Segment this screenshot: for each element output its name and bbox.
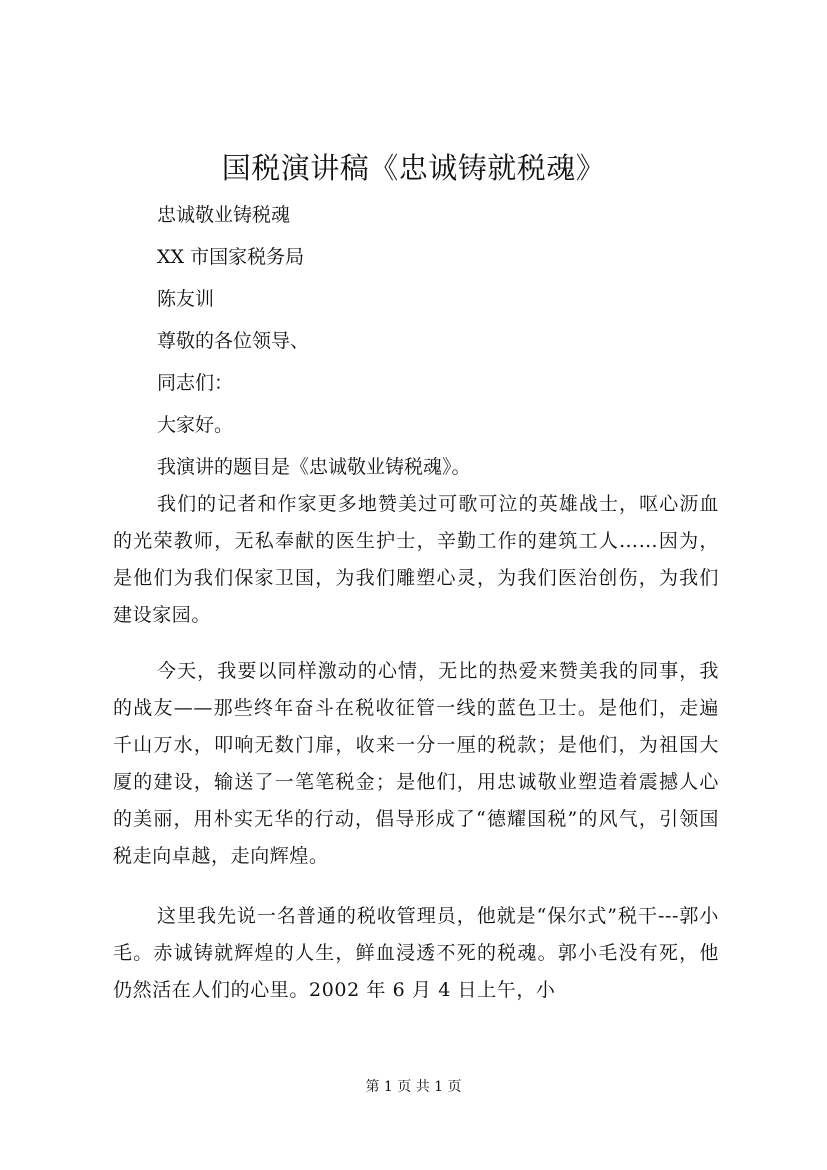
document-title: 国税演讲稿《忠诚铸就税魂》 [221, 151, 606, 185]
body-paragraph: 我们的记者和作家更多地赞美过可歌可泣的英雄战士，呕心沥血的光荣教师，无私奉献的医生护士，辛勤工作的建筑工人……因为，是他们为我们保家卫国，为我们雕塑心灵，为我们医治创伤，为我们建设家园。 [113, 493, 719, 626]
page-footer: 第 1 页 共 1 页 [365, 1079, 462, 1095]
speech-subtitle: 忠诚敬业铸税魂 [157, 204, 291, 226]
author-line: 陈友训 [157, 288, 215, 310]
greeting-hello: 大家好。 [157, 414, 234, 436]
organization-line: XX 市国家税务局 [157, 246, 305, 268]
body-paragraph: 这里我先说一名普通的税收管理员，他就是“保尔式”税干---郭小毛。赤诚铸就辉煌的人生，鲜血浸透不死的税魂。郭小毛没有死，他仍然活在人们的心里。2002 年 6 月 4 日上午，小 [113, 905, 719, 1001]
speech-topic-line: 我演讲的题目是《忠诚敬业铸税魂》。 [157, 456, 471, 478]
greeting-leaders: 尊敬的各位领导、 [157, 330, 310, 352]
greeting-comrades: 同志们： [157, 372, 234, 394]
body-paragraph: 今天，我要以同样激动的心情，无比的热爱来赞美我的同事，我的战友——那些终年奋斗在税收征管一线的蓝色卫士。是他们，走遍千山万水，叩响无数门扉，收来一分一厘的税款；是他们，为祖国大厦的建设，输送了一笔笔税金；是他们，用忠诚敬业塑造着震撼人心的美丽，用朴实无华的行动，倡导形成了“德耀国税”的风气，引领国税走向卓越，走向辉煌。 [113, 660, 719, 867]
